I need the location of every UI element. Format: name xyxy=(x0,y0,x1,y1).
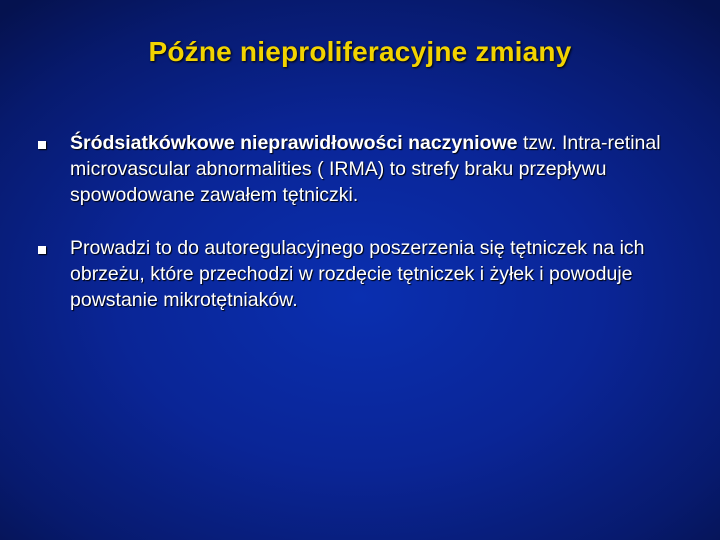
square-bullet-icon xyxy=(38,246,46,254)
bullet-1-text: tzw. Intra-retinal microvascular abnormalities ( IRMA) to strefy braku przepływu spowodowane zawałem tętniczki. xyxy=(70,132,661,206)
slide-title: Późne nieproliferacyjne zmiany xyxy=(148,36,572,67)
bullet-item-2 xyxy=(36,235,686,313)
square-bullet-icon xyxy=(38,141,46,149)
bullet-item-1 xyxy=(36,130,686,208)
bullet-list xyxy=(36,130,686,340)
bullet-2-text: Prowadzi to do autoregulacyjnego poszerzenia się tętniczek na ich obrzeżu, które przechodzi w rozdęcie tętniczek i żyłek i powoduje powstanie mikrotętniaków. xyxy=(70,237,645,311)
bullet-1-bold-text: Śródsiatkówkowe nieprawidłowości naczyniowe xyxy=(70,132,518,154)
